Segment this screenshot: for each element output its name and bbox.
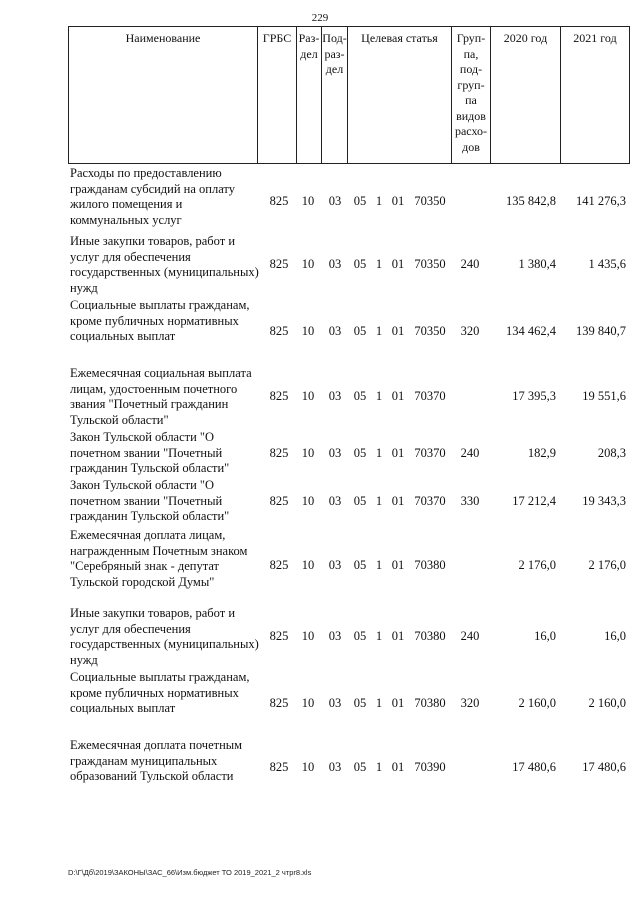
cell-2020: 1 380,4 xyxy=(518,257,556,271)
table-row xyxy=(68,298,630,364)
cell-2021: 208,3 xyxy=(597,446,626,460)
cell-cs1: 05 xyxy=(353,696,367,710)
cell-cs2: 1 xyxy=(375,324,383,338)
cell-gruppa: 240 xyxy=(460,257,480,271)
cell-podrazdel: 03 xyxy=(328,446,342,460)
cell-2020: 17 395,3 xyxy=(512,389,556,403)
cell-cs2: 1 xyxy=(375,389,383,403)
cell-gruppa: 240 xyxy=(460,629,480,643)
header-gruppa: Груп- па, под- груп- па видов расхо- дов xyxy=(452,27,491,163)
cell-2021: 16,0 xyxy=(604,629,626,643)
cell-podrazdel: 03 xyxy=(328,696,342,710)
cell-razdel: 10 xyxy=(301,760,315,774)
table-row xyxy=(68,606,630,668)
cell-grbs: 825 xyxy=(269,558,289,572)
cell-podrazdel: 03 xyxy=(328,324,342,338)
cell-2020: 135 842,8 xyxy=(506,194,556,208)
cell-cs3: 01 xyxy=(391,389,405,403)
cell-gruppa: 320 xyxy=(460,324,480,338)
cell-cs1: 05 xyxy=(353,446,367,460)
cell-razdel: 10 xyxy=(301,494,315,508)
cell-cs2: 1 xyxy=(375,446,383,460)
cell-grbs: 825 xyxy=(269,389,289,403)
cell-cs2: 1 xyxy=(375,257,383,271)
header-2020: 2020 год xyxy=(491,27,561,163)
row-name: Закон Тульской области "О почетном звании "Почетный гражданин Тульской области" xyxy=(70,430,230,475)
row-name: Социальные выплаты гражданам, кроме публичных нормативных социальных выплат xyxy=(70,298,250,343)
cell-cs2: 1 xyxy=(375,629,383,643)
cell-razdel: 10 xyxy=(301,257,315,271)
cell-cs1: 05 xyxy=(353,760,367,774)
table-row xyxy=(68,670,630,724)
page-number: 229 xyxy=(311,12,329,24)
cell-razdel: 10 xyxy=(301,629,315,643)
cell-cs3: 01 xyxy=(391,494,405,508)
cell-2020: 17 212,4 xyxy=(512,494,556,508)
row-name: Иные закупки товаров, работ и услуг для обеспечения государственных (муниципальных) нужд xyxy=(70,606,259,667)
cell-cs3: 01 xyxy=(391,194,405,208)
cell-razdel: 10 xyxy=(301,389,315,403)
table-row xyxy=(68,430,630,478)
cell-2021: 19 551,6 xyxy=(582,389,626,403)
cell-2021: 2 160,0 xyxy=(588,696,626,710)
cell-2021: 19 343,3 xyxy=(582,494,626,508)
table-row xyxy=(68,166,630,232)
cell-podrazdel: 03 xyxy=(328,389,342,403)
cell-2021: 2 176,0 xyxy=(588,558,626,572)
cell-cs3: 01 xyxy=(391,558,405,572)
cell-cs4: 70380 xyxy=(414,558,446,572)
cell-cs3: 01 xyxy=(391,696,405,710)
cell-grbs: 825 xyxy=(269,257,289,271)
table-row xyxy=(68,738,630,790)
cell-cs2: 1 xyxy=(375,696,383,710)
cell-cs4: 70350 xyxy=(414,194,446,208)
cell-podrazdel: 03 xyxy=(328,494,342,508)
cell-razdel: 10 xyxy=(301,558,315,572)
cell-podrazdel: 03 xyxy=(328,760,342,774)
cell-cs4: 70350 xyxy=(414,257,446,271)
cell-cs4: 70370 xyxy=(414,446,446,460)
cell-cs3: 01 xyxy=(391,324,405,338)
cell-2021: 17 480,6 xyxy=(582,760,626,774)
cell-2020: 182,9 xyxy=(527,446,556,460)
cell-cs1: 05 xyxy=(353,629,367,643)
header-grbs: ГРБС xyxy=(258,27,297,163)
cell-grbs: 825 xyxy=(269,194,289,208)
cell-gruppa: 320 xyxy=(460,696,480,710)
table-row xyxy=(68,478,630,526)
cell-2021: 139 840,7 xyxy=(576,324,626,338)
cell-podrazdel: 03 xyxy=(328,194,342,208)
cell-2020: 17 480,6 xyxy=(512,760,556,774)
header-name: Наименование xyxy=(69,27,258,163)
row-name: Иные закупки товаров, работ и услуг для обеспечения государственных (муниципальных) нужд xyxy=(70,234,259,295)
cell-podrazdel: 03 xyxy=(328,257,342,271)
cell-cs4: 70370 xyxy=(414,494,446,508)
table-header xyxy=(68,26,630,164)
cell-cs2: 1 xyxy=(375,194,383,208)
cell-gruppa: 240 xyxy=(460,446,480,460)
cell-2020: 2 160,0 xyxy=(518,696,556,710)
cell-grbs: 825 xyxy=(269,696,289,710)
row-name: Ежемесячная доплата почетным гражданам муниципальных образований Тульской области xyxy=(70,738,243,783)
row-name: Закон Тульской области "О почетном звании "Почетный гражданин Тульской области" xyxy=(70,478,230,523)
cell-cs2: 1 xyxy=(375,760,383,774)
cell-cs1: 05 xyxy=(353,257,367,271)
table-row xyxy=(68,234,630,296)
header-celevaya: Целевая статья xyxy=(348,27,452,163)
row-name: Ежемесячная социальная выплата лицам, удостоенным почетного звания "Почетный гражданин Тульской области" xyxy=(70,366,252,427)
cell-cs3: 01 xyxy=(391,760,405,774)
table-row xyxy=(68,366,630,428)
cell-cs1: 05 xyxy=(353,194,367,208)
cell-razdel: 10 xyxy=(301,194,315,208)
cell-podrazdel: 03 xyxy=(328,558,342,572)
cell-gruppa: 330 xyxy=(460,494,480,508)
cell-grbs: 825 xyxy=(269,629,289,643)
cell-cs4: 70370 xyxy=(414,389,446,403)
cell-grbs: 825 xyxy=(269,446,289,460)
cell-cs4: 70350 xyxy=(414,324,446,338)
cell-grbs: 825 xyxy=(269,324,289,338)
cell-cs3: 01 xyxy=(391,446,405,460)
header-podrazdel: Под- раз- дел xyxy=(322,27,348,163)
cell-cs1: 05 xyxy=(353,324,367,338)
header-2021: 2021 год xyxy=(573,31,617,45)
cell-2020: 134 462,4 xyxy=(506,324,556,338)
cell-cs2: 1 xyxy=(375,494,383,508)
cell-cs4: 70390 xyxy=(414,760,446,774)
cell-cs1: 05 xyxy=(353,558,367,572)
cell-2021: 1 435,6 xyxy=(588,257,626,271)
header-razdel: Раз- дел xyxy=(297,27,322,163)
cell-2020: 16,0 xyxy=(534,629,556,643)
cell-2021: 141 276,3 xyxy=(576,194,626,208)
row-name: Расходы по предоставлению гражданам субсидий на оплату жилого помещения и коммунальных услуг xyxy=(70,166,235,227)
cell-razdel: 10 xyxy=(301,446,315,460)
row-name: Социальные выплаты гражданам, кроме публичных нормативных социальных выплат xyxy=(70,670,250,715)
cell-grbs: 825 xyxy=(269,494,289,508)
cell-cs3: 01 xyxy=(391,629,405,643)
cell-cs1: 05 xyxy=(353,494,367,508)
cell-2020: 2 176,0 xyxy=(518,558,556,572)
cell-cs2: 1 xyxy=(375,558,383,572)
cell-razdel: 10 xyxy=(301,324,315,338)
table-row xyxy=(68,528,630,594)
cell-cs3: 01 xyxy=(391,257,405,271)
cell-grbs: 825 xyxy=(269,760,289,774)
footer-file-path: D:\Г\Дб\2019\ЗАКОНЫ\ЗАС_66\Изм.бюджет ТО 2019_2021_2 чтрr8.xls xyxy=(68,868,312,877)
row-name: Ежемесячная доплата лицам, награжденным Почетным знаком "Серебряный знак - депутат Тульской городской Думы" xyxy=(70,528,248,589)
cell-cs1: 05 xyxy=(353,389,367,403)
cell-razdel: 10 xyxy=(301,696,315,710)
cell-cs4: 70380 xyxy=(414,629,446,643)
cell-cs4: 70380 xyxy=(414,696,446,710)
cell-podrazdel: 03 xyxy=(328,629,342,643)
